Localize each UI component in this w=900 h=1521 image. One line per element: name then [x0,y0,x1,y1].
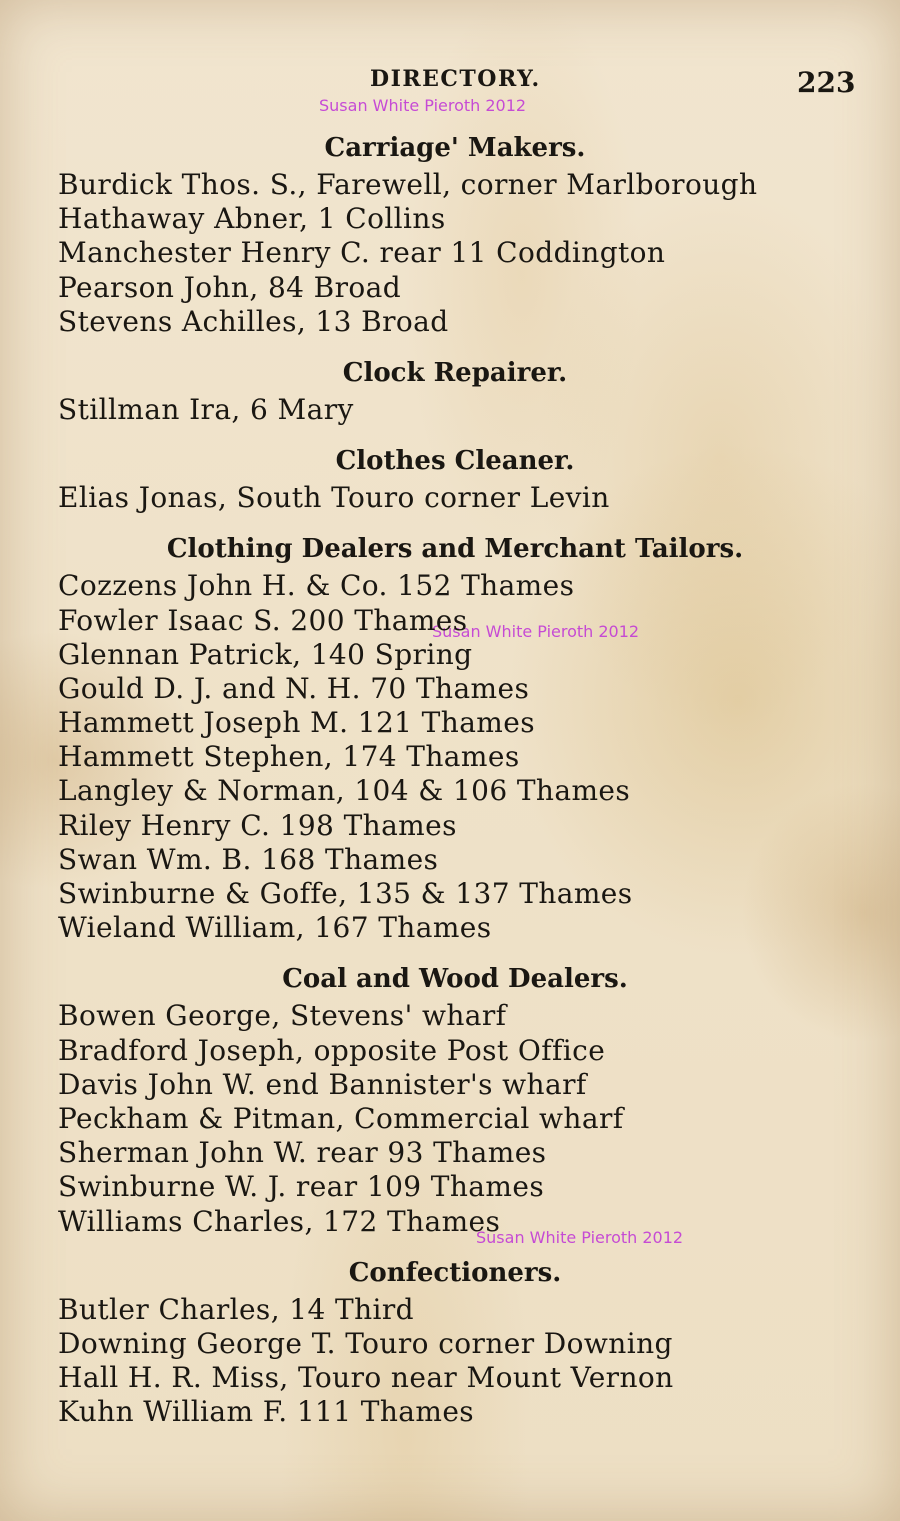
running-head [0,66,900,100]
directory-listing [50,128,860,1429]
section-heading: Coal and Wood Dealers. [282,964,628,995]
directory-entry: Swan Wm. B. 168 Thames [58,842,439,876]
section-clothing-dealers [50,529,860,945]
directory-entry: Manchester Henry C. rear 11 Coddington [58,236,666,270]
directory-entry: Hammett Joseph M. 121 Thames [58,706,535,740]
section-coal-wood-dealers [50,959,860,1238]
section-clock-repairer [50,353,860,427]
directory-entry: Davis John W. end Bannister's wharf [58,1067,587,1101]
directory-entry: Riley Henry C. 198 Thames [58,808,457,842]
entry-list [50,393,860,427]
section-heading: Clock Repairer. [342,357,568,388]
entry-list [50,1293,860,1430]
section-clothes-cleaner [50,441,860,515]
directory-entry: Williams Charles, 172 Thames [58,1204,501,1238]
directory-entry: Stevens Achilles, 13 Broad [58,304,449,338]
directory-entry: Swinburne W. J. rear 109 Thames [58,1170,545,1204]
watermark: Susan White Pieroth 2012 [476,1228,684,1247]
directory-entry: Butler Charles, 14 Third [58,1292,415,1326]
entry-list [50,168,860,339]
watermark: Susan White Pieroth 2012 [319,96,527,115]
page-number: 223 [797,66,856,99]
section-heading: Confectioners. [348,1257,562,1288]
section-confectioners [50,1253,860,1430]
directory-entry: Langley & Norman, 104 & 106 Thames [58,774,631,808]
directory-entry: Gould D. J. and N. H. 70 Thames [58,671,530,705]
directory-entry: Bradford Joseph, opposite Post Office [58,1033,606,1067]
directory-entry: Peckham & Pitman, Commercial wharf [58,1101,624,1135]
entry-list [50,999,860,1238]
directory-entry: Bowen George, Stevens' wharf [58,999,507,1033]
watermark: Susan White Pieroth 2012 [432,622,640,641]
directory-entry: Kuhn William F. 111 Thames [58,1395,475,1429]
running-title: DIRECTORY. [370,66,541,92]
directory-entry: Cozzens John H. & Co. 152 Thames [58,569,575,603]
directory-entry: Wieland William, 167 Thames [58,911,492,945]
entry-list [50,481,860,515]
directory-entry: Stillman Ira, 6 Mary [58,392,354,426]
directory-entry: Hammett Stephen, 174 Thames [58,740,520,774]
section-carriage-makers [50,128,860,339]
directory-entry: Sherman John W. rear 93 Thames [58,1136,547,1170]
directory-entry: Fowler Isaac S. 200 Thames [58,603,468,637]
directory-entry: Swinburne & Goffe, 135 & 137 Thames [58,877,633,910]
directory-entry: Elias Jonas, South Touro corner Levin [58,481,610,515]
section-heading: Clothing Dealers and Merchant Tailors. [166,534,744,565]
directory-entry: Hathaway Abner, 1 Collins [58,202,446,236]
section-heading: Clothes Cleaner. [335,446,575,477]
directory-entry: Pearson John, 84 Broad [58,270,402,304]
section-heading: Carriage' Makers. [324,133,586,163]
directory-entry: Downing George T. Touro corner Downing [58,1326,673,1360]
directory-entry: Burdick Thos. S., Farewell, corner Marlborough [58,168,758,201]
directory-entry: Hall H. R. Miss, Touro near Mount Vernon [58,1361,674,1395]
directory-entry: Glennan Patrick, 140 Spring [58,637,473,671]
entry-list [50,569,860,945]
